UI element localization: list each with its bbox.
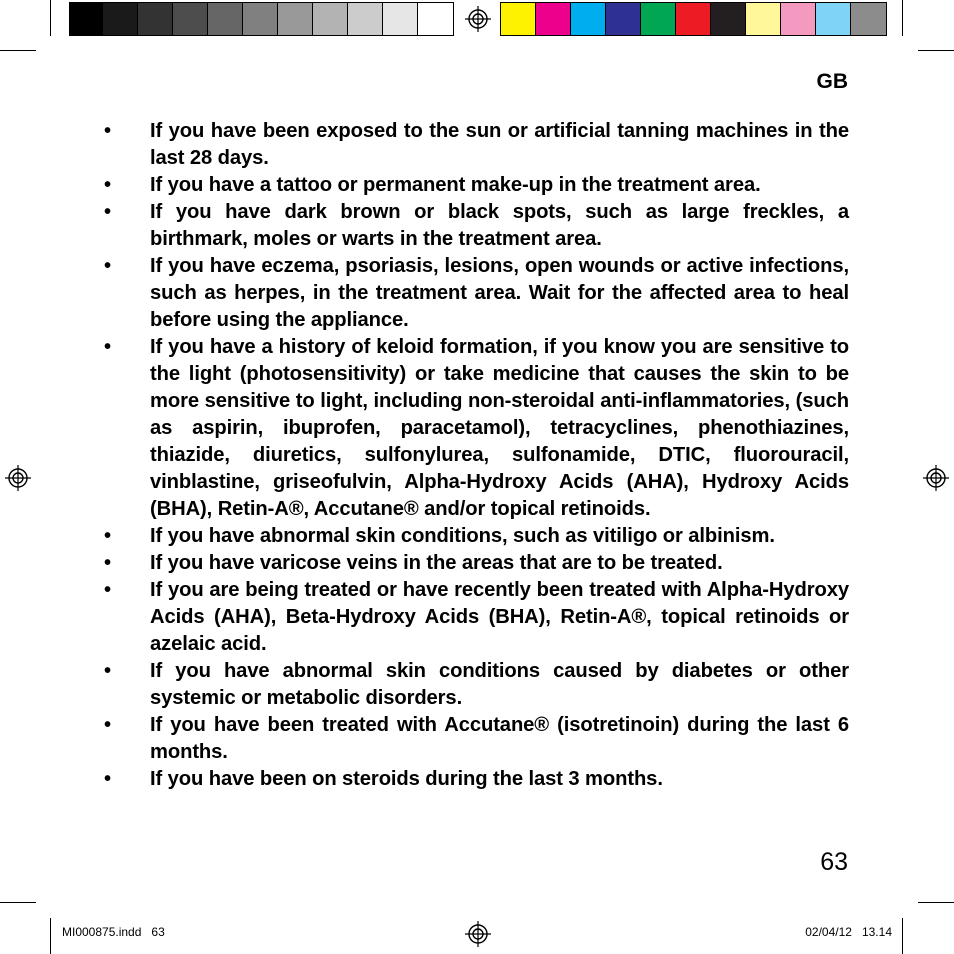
file-slug: MI000875.indd 63 xyxy=(62,925,165,939)
bullet-icon: • xyxy=(104,255,111,277)
list-item xyxy=(104,712,849,766)
gray-swatch xyxy=(383,3,418,35)
list-item xyxy=(104,334,849,523)
registration-mark-icon xyxy=(923,465,949,491)
color-swatch xyxy=(606,3,641,35)
gray-swatch xyxy=(138,3,173,35)
bullet-icon: • xyxy=(104,201,111,223)
registration-mark-icon xyxy=(5,465,31,491)
list-item xyxy=(104,577,849,658)
gray-swatch xyxy=(278,3,313,35)
bullet-icon: • xyxy=(104,768,111,790)
list-item-text: If you have a tattoo or permanent make-up in the treatment area. xyxy=(150,174,761,196)
bullet-icon: • xyxy=(104,714,111,736)
list-item xyxy=(104,199,849,253)
list-item xyxy=(104,550,849,577)
color-swatch xyxy=(816,3,851,35)
crop-mark-top-right-v xyxy=(902,0,903,36)
warning-list xyxy=(104,118,849,793)
list-item-text: If you have varicose veins in the areas that are to be treated. xyxy=(150,552,723,574)
date-slug: 02/04/12 13.14 xyxy=(805,925,892,939)
list-item-text: If you have eczema, psoriasis, lesions, open wounds or active infections, such as herpes, in the treatment area. Wait for the affected area to heal before using the appliance. xyxy=(150,255,849,331)
bullet-icon: • xyxy=(104,552,111,574)
crop-mark-top-left-h xyxy=(0,50,36,51)
color-swatch xyxy=(781,3,816,35)
color-swatch xyxy=(746,3,781,35)
gray-swatch xyxy=(173,3,208,35)
process-color-bar xyxy=(500,2,887,36)
bullet-icon: • xyxy=(104,174,111,196)
color-swatch xyxy=(641,3,676,35)
gray-swatch xyxy=(103,3,138,35)
list-item-text: If you have abnormal skin conditions caused by diabetes or other systemic or metabolic disorders. xyxy=(150,660,849,709)
list-item xyxy=(104,253,849,334)
language-code: GB xyxy=(816,70,848,93)
list-item-text: If you have a history of keloid formation, if you know you are sensitive to the light (photosensitivity) or take medicine that causes the skin to be more sensitive to light, including non-steroidal anti-inflammatories, (such as aspirin, ibuprofen, paracetamol), tetracyclines, phenothiazines, thiazide, diuretics, sulfonylurea, sulfonamide, DTIC, fluorouracil, vinblastine, griseofulvin, Alpha-Hydroxy Acids (AHA), Hydroxy Acids (BHA), Retin-A®, Accutane® and/or topical retinoids. xyxy=(150,336,849,520)
list-item-text: If you have abnormal skin conditions, such as vitiligo or albinism. xyxy=(150,525,775,547)
crop-mark-bottom-right-h xyxy=(918,902,954,903)
list-item xyxy=(104,658,849,712)
color-swatch xyxy=(711,3,746,35)
list-item-text: If you are being treated or have recently been treated with Alpha-Hydroxy Acids (AHA), Beta-Hydroxy Acids (BHA), Retin-A®, topical retinoids or azelaic acid. xyxy=(150,579,849,655)
registration-mark-icon xyxy=(465,921,491,947)
gray-swatch xyxy=(348,3,383,35)
list-item xyxy=(104,766,849,793)
color-swatch xyxy=(676,3,711,35)
crop-mark-bottom-left-h xyxy=(0,902,36,903)
list-item xyxy=(104,172,849,199)
gray-swatch xyxy=(243,3,278,35)
crop-mark-top-left-v xyxy=(50,0,51,36)
registration-mark-icon xyxy=(465,6,491,32)
gray-swatch xyxy=(418,3,453,35)
list-item xyxy=(104,118,849,172)
list-item-text: If you have dark brown or black spots, such as large freckles, a birthmark, moles or warts in the treatment area. xyxy=(150,201,849,250)
color-swatch xyxy=(571,3,606,35)
color-swatch xyxy=(851,3,886,35)
bullet-icon: • xyxy=(104,660,111,682)
bullet-icon: • xyxy=(104,120,111,142)
crop-mark-top-right-h xyxy=(918,50,954,51)
gray-swatch xyxy=(208,3,243,35)
crop-mark-bottom-left-v xyxy=(50,918,51,954)
gray-swatch xyxy=(70,3,103,35)
gray-swatch xyxy=(313,3,348,35)
list-item-text: If you have been treated with Accutane® (isotretinoin) during the last 6 months. xyxy=(150,714,849,763)
color-swatch xyxy=(501,3,536,35)
color-swatch xyxy=(536,3,571,35)
page-number: 63 xyxy=(820,848,848,876)
crop-mark-bottom-right-v xyxy=(902,918,903,954)
grayscale-color-bar xyxy=(69,2,454,36)
bullet-icon: • xyxy=(104,579,111,601)
list-item xyxy=(104,523,849,550)
bullet-icon: • xyxy=(104,525,111,547)
bullet-icon: • xyxy=(104,336,111,358)
list-item-text: If you have been exposed to the sun or artificial tanning machines in the last 28 days. xyxy=(150,120,849,169)
list-item-text: If you have been on steroids during the last 3 months. xyxy=(150,768,663,790)
